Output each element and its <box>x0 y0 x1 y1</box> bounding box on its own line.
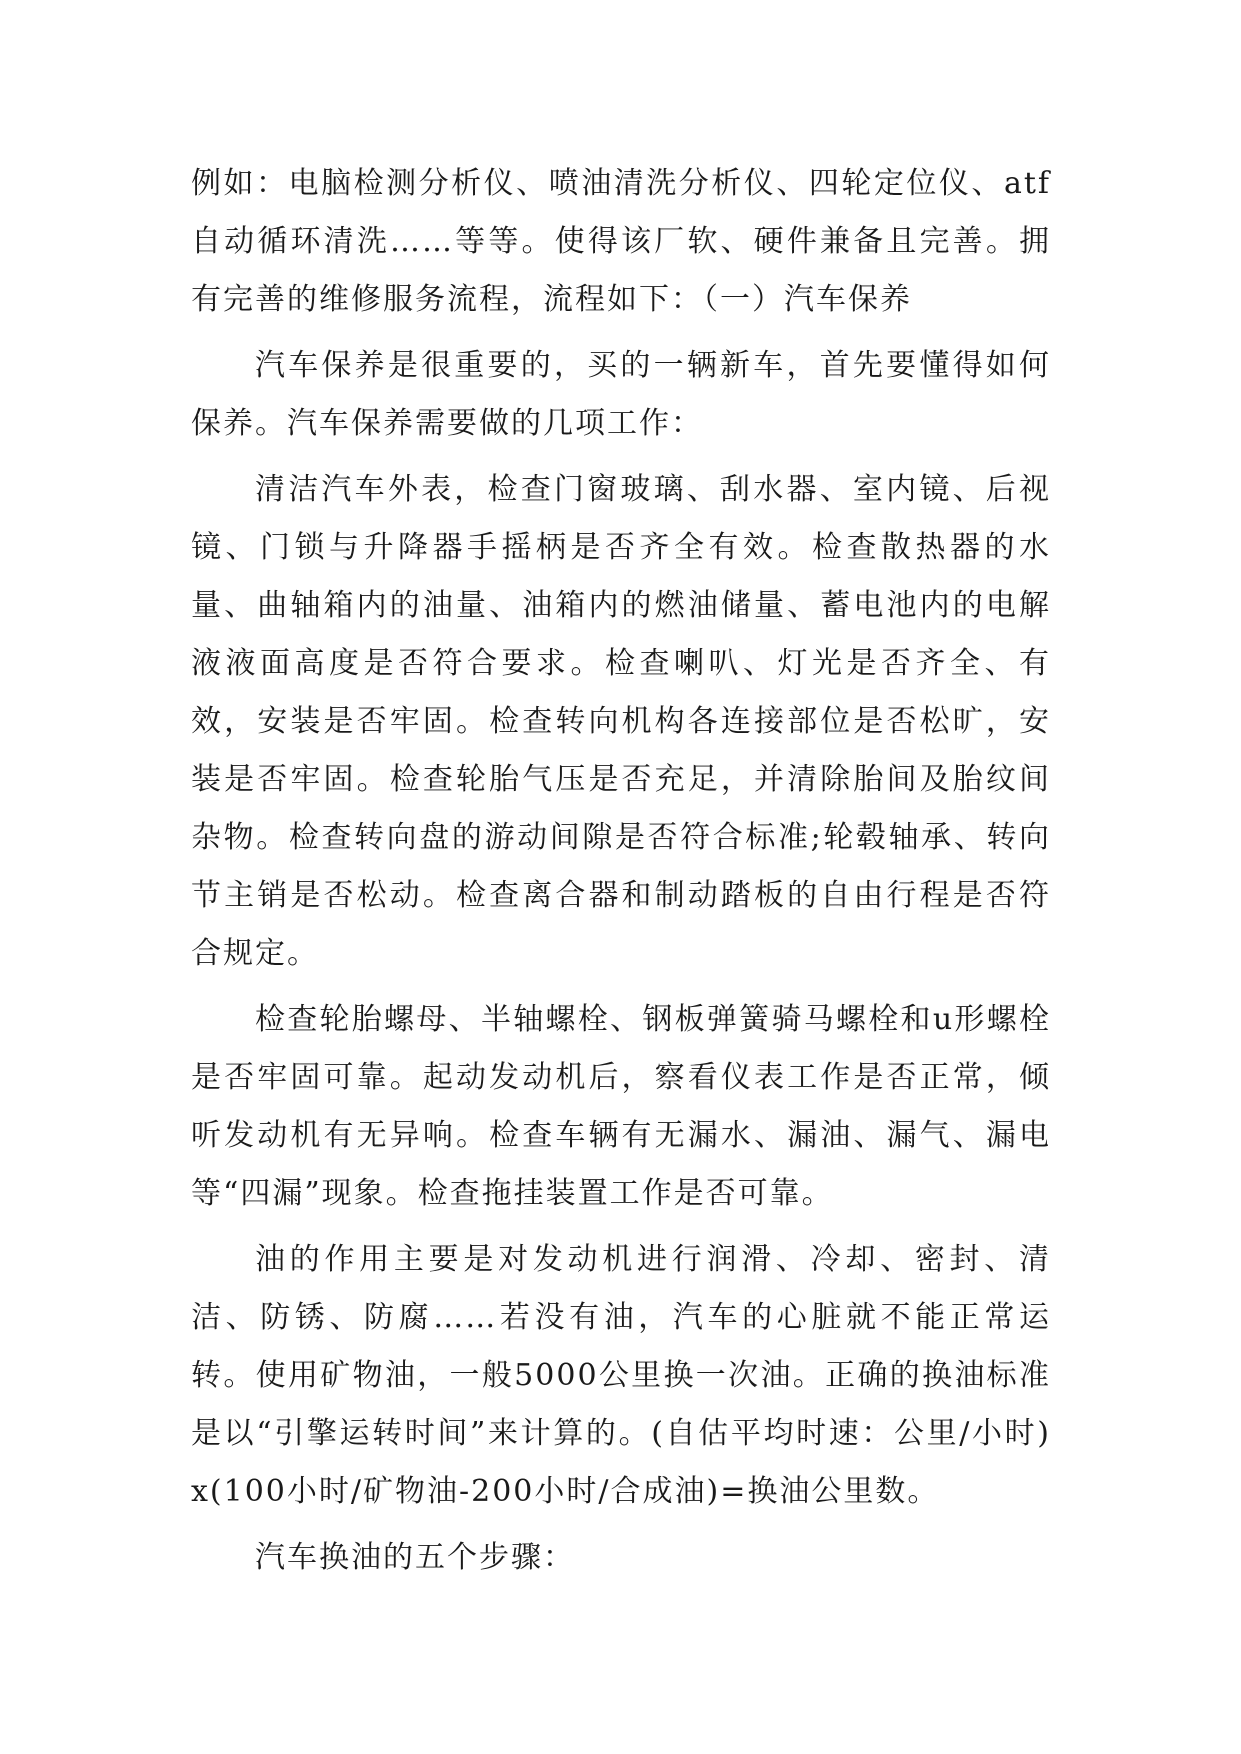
paragraph-oil-function: 油的作用主要是对发动机进行润滑、冷却、密封、清洁、防锈、防腐……若没有油，汽车的心脏就不能正常运转。使用矿物油，一般5000公里换一次油。正确的换油标准是以“引擎运转时间”来计算的。(自估平均时速：公里/小时)x(100小时/矿物油-200小时/合成油)=换油公里数。 <box>191 1242 1051 1509</box>
paragraph-bolt-and-leak-check: 检查轮胎螺母、半轴螺栓、钢板弹簧骑马螺栓和u形螺栓是否牢固可靠。起动发动机后，察看仪表工作是否正常，倾听发动机有无异响。检查车辆有无漏水、漏油、漏气、漏电等“四漏”现象。检查拖挂装置工作是否可靠。 <box>191 1002 1051 1211</box>
paragraph-maintenance-importance: 汽车保养是很重要的，买的一辆新车，首先要懂得如何保养。汽车保养需要做的几项工作： <box>191 348 1051 441</box>
paragraph-equipment-intro: 例如：电脑检测分析仪、喷油清洗分析仪、四轮定位仪、atf自动循环清洗……等等。使得该厂软、硬件兼备且完善。拥有完善的维修服务流程，流程如下：（一）汽车保养 <box>191 166 1051 317</box>
document-body <box>191 155 1051 1587</box>
paragraph-oil-change-steps-heading: 汽车换油的五个步骤： <box>255 1540 575 1575</box>
paragraph-inspection-checklist: 清洁汽车外表，检查门窗玻璃、刮水器、室内镜、后视镜、门锁与升降器手摇柄是否齐全有效。检查散热器的水量、曲轴箱内的油量、油箱内的燃油储量、蓄电池内的电解液液面高度是否符合要求。检查喇叭、灯光是否齐全、有效，安装是否牢固。检查转向机构各连接部位是否松旷，安装是否牢固。检查轮胎气压是否充足，并清除胎间及胎纹间杂物。检查转向盘的游动间隙是否符合标准;轮毂轴承、转向节主销是否松动。检查离合器和制动踏板的自由行程是否符合规定。 <box>191 472 1051 971</box>
